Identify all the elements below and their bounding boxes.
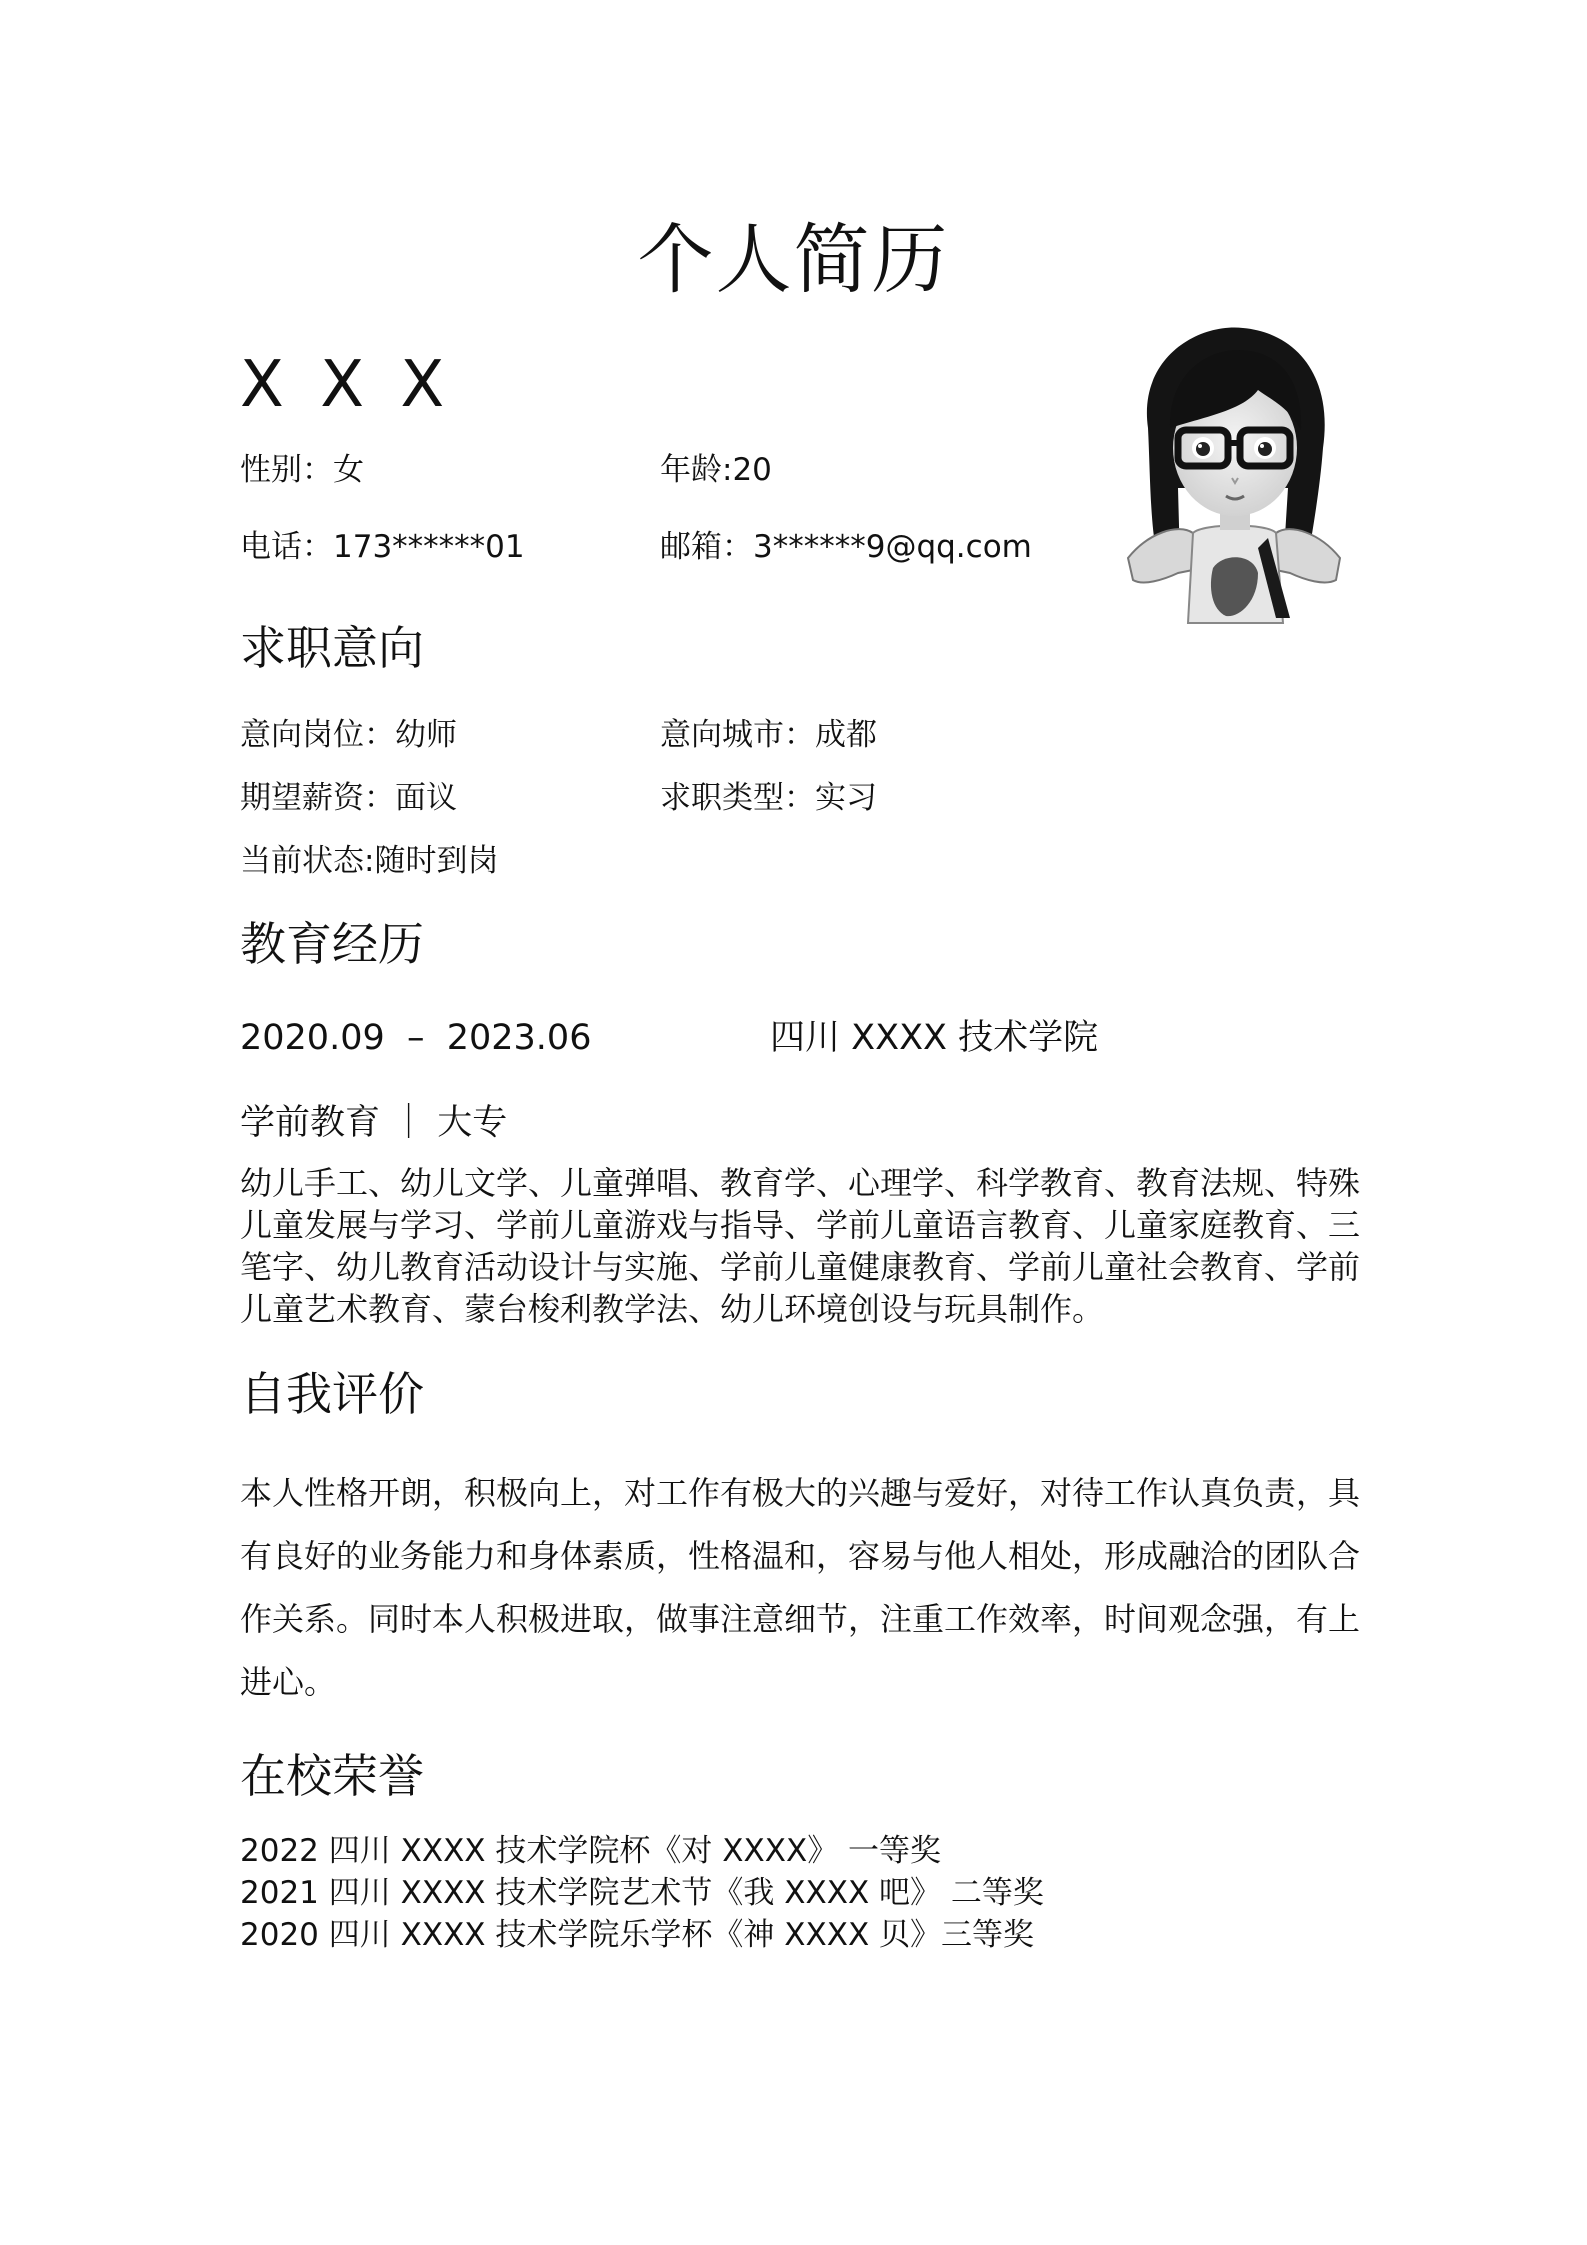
honor-item: 2020 四川 XXXX 技术学院乐学杯《神 XXXX 贝》三等奖 bbox=[240, 1917, 1035, 1953]
honors-list bbox=[240, 1830, 1044, 1956]
section-heading-intent: 求职意向 bbox=[240, 621, 424, 675]
intent-position-field: 意向岗位：幼师 bbox=[240, 717, 457, 753]
gender-field: 性别：女 bbox=[240, 452, 364, 488]
education-period: 2020.09 – 2023.06 bbox=[240, 1018, 592, 1058]
section-heading-self-eval: 自我评价 bbox=[240, 1367, 424, 1421]
cartoon-girl-with-glasses-icon bbox=[1108, 318, 1358, 628]
section-heading-honors: 在校荣誉 bbox=[240, 1749, 424, 1803]
self-eval-text: 本人性格开朗，积极向上，对工作有极大的兴趣与爱好，对待工作认真负责，具有良好的业务能力和身体素质，性格温和，容易与他人相处，形成融洽的团队合作关系。同时本人积极进取，做事注意细节，注重工作效率，时间观念强，有上进心。 bbox=[240, 1474, 1361, 1701]
section-heading-education: 教育经历 bbox=[240, 917, 424, 971]
page-title: 个人简历 bbox=[637, 215, 950, 304]
intent-salary-field: 期望薪资：面议 bbox=[240, 780, 457, 816]
email-field: 邮箱：3******9@qq.com bbox=[660, 529, 1032, 565]
education-school: 四川 XXXX 技术学院 bbox=[770, 1018, 1099, 1058]
education-courses: 幼儿手工、幼儿文学、儿童弹唱、教育学、心理学、科学教育、教育法规、特殊儿童发展与学习、学前儿童游戏与指导、学前儿童语言教育、儿童家庭教育、三笔字、幼儿教育活动设计与实施、学前儿童健康教育、学前儿童社会教育、学前儿童艺术教育、蒙台梭利教学法、幼儿环境创设与玩具制作。 bbox=[240, 1164, 1361, 1328]
intent-status-field: 当前状态:随时到岗 bbox=[240, 843, 499, 879]
honor-item: 2021 四川 XXXX 技术学院艺术节《我 XXXX 吧》 二等奖 bbox=[240, 1875, 1044, 1911]
honor-item: 2022 四川 XXXX 技术学院杯《对 XXXX》 一等奖 bbox=[240, 1833, 942, 1869]
intent-city-field: 意向城市：成都 bbox=[660, 717, 877, 753]
age-field: 年龄:20 bbox=[660, 452, 772, 488]
avatar bbox=[1108, 318, 1358, 628]
education-major: 学前教育 ｜ 大专 bbox=[240, 1103, 508, 1143]
candidate-name: X X X bbox=[240, 348, 453, 422]
intent-type-field: 求职类型：实习 bbox=[660, 780, 877, 816]
phone-field: 电话：173******01 bbox=[240, 529, 525, 565]
